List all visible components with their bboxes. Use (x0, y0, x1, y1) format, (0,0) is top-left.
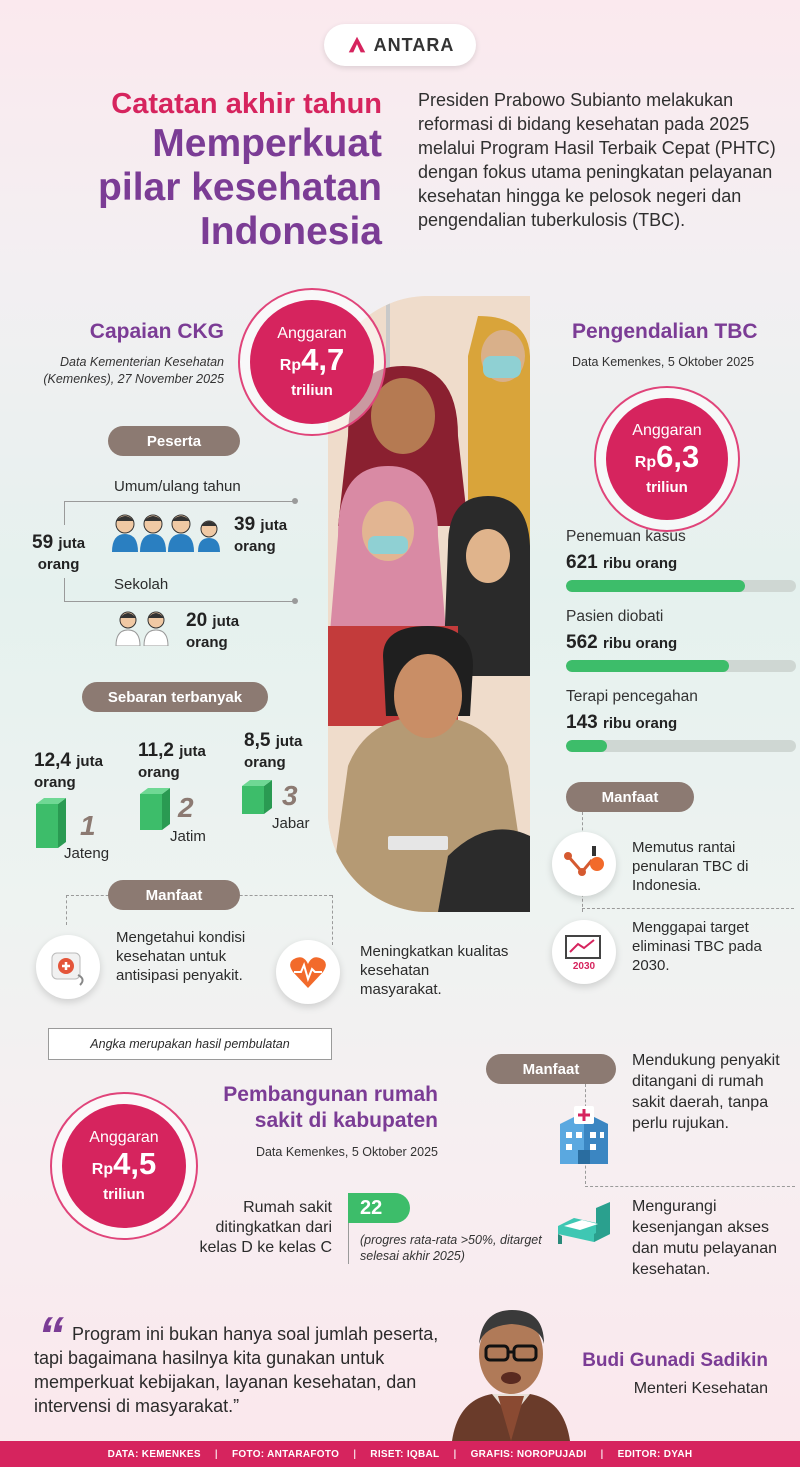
tbc-stat-2-bar (566, 660, 729, 672)
umum-dot (292, 498, 298, 504)
tbc-stat-3-label: Terapi pencegahan (566, 688, 698, 705)
region-3-unit2: orang (244, 754, 286, 771)
ckg-budget-label: Anggaran (277, 325, 347, 342)
ckg-benefit-2-text: Meningkatkan kualitas kesehatan masyarakat. (360, 943, 509, 998)
region-2-bar-icon (140, 788, 170, 830)
tbc-stat-3-num: 143 (566, 712, 598, 733)
tbc-budget-amount (635, 440, 699, 480)
tbc-manfaat-pill: Manfaat (566, 782, 694, 812)
umum-unit1: juta (260, 517, 288, 534)
tbc-budget-label: Anggaran (632, 422, 702, 439)
tbc-benefit-2-text: Menggapai target eliminasi TBC pada 2030. (632, 919, 762, 974)
ckg-source-line-2: (Kemenkes), 27 November 2025 (43, 372, 224, 386)
minister-portrait (452, 1296, 570, 1441)
hospital-title-line-2: sakit di kabupaten (254, 1109, 438, 1132)
region-2-value (138, 740, 206, 783)
sekolah-connector (64, 601, 294, 602)
peserta-total (32, 532, 85, 575)
credits-footer: DATA: KEMENKES | FOTO: ANTARAFOTO | RISET: IQBAL | GRAFIS: NOROPUJADI | EDITOR: DYAH (0, 1441, 800, 1467)
hospital-desc: Rumah sakit ditingkatkan dari kelas D ke kelas C (199, 1199, 332, 1256)
title-line-1: Memperkuat (152, 122, 382, 165)
region-1-name: Jateng (64, 845, 110, 862)
tbc-stat-1-unit: ribu orang (602, 555, 678, 572)
ckg-budget-currency: Rp (279, 357, 302, 374)
tbc-stat-1-value (566, 552, 796, 574)
title-line-3: Indonesia (199, 210, 382, 253)
region-3-name: Jabar (272, 815, 310, 832)
region-3-unit1: juta (275, 733, 303, 750)
tbc-stat-3-value (566, 712, 796, 734)
region-1-value (34, 750, 103, 793)
tbc-budget-value: 6,3 (656, 439, 700, 474)
region-2-num: 11,2 (138, 740, 174, 761)
tbc-budget-unit: triliun (646, 479, 688, 496)
ckg-budget-value: 4,7 (301, 342, 345, 377)
tbc-benefit-1-text: Memutus rantai penularan TBC di Indonesia. (632, 839, 749, 894)
umum-unit2: orang (234, 538, 276, 555)
hospital-title (223, 1082, 438, 1134)
minister-name: Budi Gunadi Sadikin (582, 1350, 768, 1371)
region-1-bar-icon (36, 798, 66, 848)
peserta-pill: Peserta (108, 426, 240, 456)
quote-mark-icon: “ (38, 1307, 64, 1365)
tbc-stat-2-num: 562 (566, 632, 598, 653)
ckg-benefit-1-icon-wrap (36, 935, 100, 999)
region-1-rank: 1 (80, 810, 96, 841)
bracket-top (64, 501, 65, 525)
credit-data: DATA: KEMENKES (107, 1448, 201, 1460)
tbc-stat-2-value (566, 632, 796, 654)
hospital-budget-currency: Rp (91, 1161, 114, 1178)
title-line-2: pilar kesehatan (98, 166, 382, 209)
tbc-budget-currency: Rp (634, 454, 657, 471)
credit-riset: RISET: IQBAL (370, 1448, 440, 1460)
tbc-stat-2-track (566, 660, 796, 672)
credit-foto: FOTO: ANTARAFOTO (231, 1448, 340, 1460)
main-title (42, 122, 382, 254)
hospital-bed-icon (554, 1200, 614, 1256)
hospital-budget-label: Anggaran (89, 1129, 159, 1146)
antara-logo-icon (346, 34, 368, 56)
tbc-stat-1-num: 621 (566, 552, 598, 573)
tbc-source: Data Kemenkes, 5 Oktober 2025 (572, 355, 755, 369)
region-1-unit2: orang (34, 774, 76, 791)
ckg-source-line-1: Data Kementerian Kesehatan (60, 355, 224, 369)
tbc-stat-1-bar (566, 580, 745, 592)
ckg-source (43, 354, 224, 388)
hospital-count-badge: 22 (348, 1193, 410, 1223)
kicker-title: Catatan akhir tahun (111, 88, 382, 120)
credit-editor: EDITOR: DYAH (617, 1448, 693, 1460)
target-2030-label: 2030 (572, 961, 596, 972)
ckg-budget-unit: triliun (291, 382, 333, 399)
ckg-manfaat-line-left (66, 895, 67, 925)
tbc-stat-2-unit: ribu orang (602, 635, 678, 652)
hospital-source: Data Kemenkes, 5 Oktober 2025 (255, 1145, 438, 1159)
minister-role: Menteri Kesehatan (633, 1380, 768, 1397)
sekolah-students-icon (114, 606, 172, 646)
hospital-title-line-1: Pembangunan rumah (223, 1083, 438, 1106)
ckg-manfaat-pill: Manfaat (108, 880, 240, 910)
tbc-stat-1-label: Penemuan kasus (566, 528, 686, 545)
umum-label: Umum/ulang tahun (114, 478, 241, 495)
umum-people-icon (110, 508, 226, 552)
sekolah-num: 20 (186, 610, 208, 631)
tbc-stat-2-label: Pasien diobati (566, 608, 664, 625)
umum-value (234, 514, 287, 557)
tbc-stat-3-track (566, 740, 796, 752)
sekolah-dot (292, 598, 298, 604)
region-2-rank: 2 (178, 792, 194, 823)
hospital-benefit-2-text: Mengurangi kesenjangan akses dan mutu pelayanan kesehatan. (632, 1198, 777, 1278)
bracket-bottom (64, 578, 65, 602)
tbc-budget-circle (606, 398, 728, 520)
tbc-benefit-2-icon-wrap (552, 920, 616, 984)
peserta-total-unit2: orang (37, 556, 80, 573)
sebaran-pill: Sebaran terbanyak (82, 682, 268, 712)
hospital-budget-amount (92, 1147, 156, 1187)
sekolah-label: Sekolah (114, 576, 169, 593)
tbc-stat-1-track (566, 580, 796, 592)
region-3-value (244, 730, 302, 773)
peserta-total-num: 59 (32, 532, 54, 553)
region-3-num: 8,5 (244, 730, 271, 751)
tbc-title: Pengendalian TBC (572, 320, 758, 343)
minister-quote (34, 1322, 464, 1418)
ckg-budget-circle (250, 300, 374, 424)
hospital-building-icon (554, 1104, 614, 1166)
chain-break-icon (562, 844, 606, 884)
target-2030-icon (562, 932, 606, 972)
hospital-budget-unit: triliun (103, 1186, 145, 1203)
region-1-num: 12,4 (34, 750, 71, 771)
region-1-unit1: juta (76, 753, 103, 770)
ckg-manfaat-line-right (332, 895, 333, 945)
sekolah-unit1: juta (212, 613, 240, 630)
minister-quote-text: Program ini bukan hanya soal jumlah peserta, tapi bagaimana hasilnya kita gunakan untuk memperkuat kebijakan, layanan kesehatan, dan intervensi di masyarakat.” (34, 1324, 439, 1416)
ckg-budget-amount (280, 343, 344, 383)
region-3-bar-icon (242, 780, 272, 814)
region-2-unit1: juta (179, 743, 206, 760)
hospital-manfaat-pill: Manfaat (486, 1054, 616, 1084)
tbc-stat-2 (566, 608, 796, 672)
heart-pulse-icon (288, 952, 328, 992)
region-2-name: Jatim (170, 828, 206, 845)
umum-num: 39 (234, 514, 256, 535)
rounding-note: Angka merupakan hasil pembulatan (48, 1028, 332, 1060)
ckg-title: Capaian CKG (89, 320, 224, 343)
ckg-benefit-2-icon-wrap (276, 940, 340, 1004)
hospital-manfaat-divider (585, 1186, 795, 1187)
tbc-stat-3 (566, 688, 796, 752)
hospital-benefit-1-text: Mendukung penyakit ditangani di rumah sakit daerah, tanpa perlu rujukan. (632, 1052, 780, 1132)
lead-paragraph: Presiden Prabowo Subianto melakukan reformasi di bidang kesehatan pada 2025 melalui Program Hasil Terbaik Cepat (PHTC) dengan fokus utama peningkatan pelayanan kesehatan hingga ke pelosok negeri dan pengendalian tuberkulosis (TBC). (418, 90, 776, 230)
sekolah-value (186, 610, 239, 653)
umum-connector (64, 501, 294, 502)
hospital-budget-circle (62, 1104, 186, 1228)
hospital-budget-value: 4,5 (113, 1146, 157, 1181)
region-2-unit2: orang (138, 764, 180, 781)
hospital-progress-note: (progres rata-rata >50%, ditarget selesai akhir 2025) (360, 1233, 542, 1263)
tbc-manfaat-divider (582, 908, 794, 909)
ckg-benefit-1-text: Mengetahui kondisi kesehatan untuk antisipasi penyakit. (116, 929, 246, 984)
tbc-stat-1 (566, 528, 796, 592)
tbc-stat-3-bar (566, 740, 607, 752)
region-3-rank: 3 (282, 780, 298, 811)
antara-logo (324, 24, 476, 66)
tbc-benefit-1-icon-wrap (552, 832, 616, 896)
tbc-stat-3-unit: ribu orang (602, 715, 678, 732)
logo-text: ANTARA (373, 34, 455, 55)
peserta-total-unit1: juta (58, 535, 86, 552)
credit-grafis: GRAFIS: NOROPUJADI (470, 1448, 587, 1460)
sekolah-unit2: orang (186, 634, 228, 651)
medical-check-icon (48, 947, 88, 987)
